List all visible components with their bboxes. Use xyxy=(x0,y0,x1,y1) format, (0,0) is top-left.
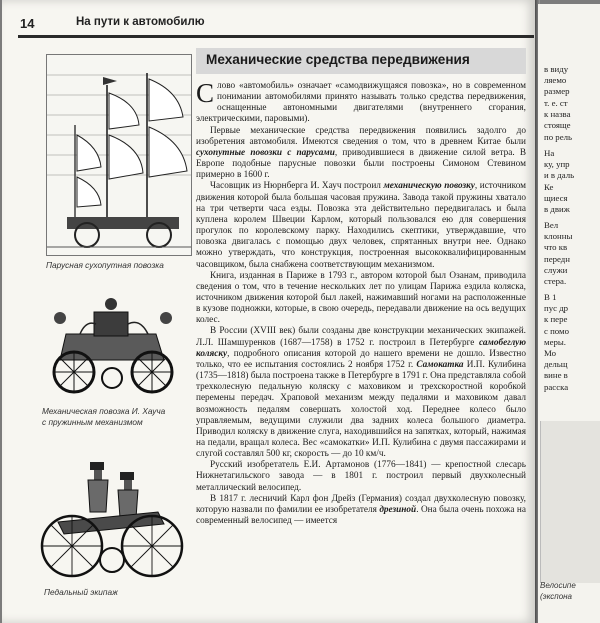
right-page-line: служи xyxy=(544,265,568,275)
illustration-column xyxy=(8,36,192,623)
paragraph-text: , приводившиеся в движение силой ветра. В Европе подобные парусные повозки были построены Симоном Стевином примерно в 1600 г. xyxy=(196,147,526,181)
paragraph xyxy=(196,326,526,460)
right-page-line: с помо xyxy=(544,326,570,336)
paragraph-text: Русский изобретатель Е.И. Артамонов (1776—1841) — крепостной слесарь Нижнетагильского завода — в 1801 г. построил первый двухколесный металлический велосипед. xyxy=(196,460,526,493)
bicycle-photo-fragment xyxy=(540,421,600,583)
right-page-line: размер xyxy=(544,86,570,96)
right-page-caption: (экспона xyxy=(540,592,572,601)
figure-caption: с пружинным механизмом xyxy=(42,417,143,427)
paragraph xyxy=(196,126,526,182)
right-page-line: в виду xyxy=(544,64,569,74)
right-page-line: и в даль xyxy=(544,170,575,180)
emphasized-term: механическую повозку xyxy=(383,181,475,192)
drop-cap: С xyxy=(196,78,215,108)
right-page-line: в движ xyxy=(544,204,570,214)
right-page-line: дельщ xyxy=(544,359,568,369)
right-page-line: к пере xyxy=(544,314,568,324)
figure-caption: Механическая повозка И. Хауча xyxy=(42,406,166,416)
right-page-line: расска xyxy=(544,382,569,392)
paragraph-text: Книга, изданная в Париже в 1793 г., автором которой был Озанам, приводила сведения о том, что в течение нескольких лет по улицам Парижа ездила коляска, источником движения которой был лакей, нажимавший ногами на расположенные в кузове подножки, которые, в свою очередь, передавали движение на ось ведущих колес. xyxy=(196,270,526,326)
figure-caption: Педальный экипаж xyxy=(44,587,118,597)
right-page-line: клонны xyxy=(544,231,573,241)
page-number: 14 xyxy=(20,16,35,31)
paragraph-text: . Она была очень похожа на современный велосипед — имеется xyxy=(196,504,526,527)
right-page-line: Вел xyxy=(544,220,559,230)
paragraph xyxy=(196,181,526,270)
right-page-line: В 1 xyxy=(544,292,557,302)
right-page-line: по рель xyxy=(544,132,573,142)
paragraph-text: И.П. Кулибина (1735—1818) была построена также в Петербурге в 1791 г. Она представляла собой трехколесную педальную коляску с маховиком и трехскоростной коробкой перемены передач. Храповой механизм между педалями и маховиком давал возможность педалям совершать холостой ход. Переднее колесо было управляемым, ведущими служили два задних колеса большого диаметра. Приводил коляску в движение слуга, находившийся на запятках, который, нажимая на педали, вращал колеса. Вес «самокатки» И.П. Кулибина с двумя пассажирами и слугой составлял 500 кг, скорость — до 10 км/ч. xyxy=(196,359,526,460)
sail-carriage-illustration xyxy=(46,54,192,256)
right-page-fragment xyxy=(538,4,600,623)
right-page-line: ляемо xyxy=(544,75,567,85)
right-page-line: ку, упр xyxy=(544,159,570,169)
right-page-line: т. е. ст xyxy=(544,98,568,108)
paragraph xyxy=(196,494,526,527)
right-page-line: Ке xyxy=(544,182,554,192)
article-body xyxy=(196,78,526,527)
right-page-line: стера. xyxy=(544,276,567,286)
running-title: На пути к автомобилю xyxy=(76,16,205,28)
paragraph-text: В России (XVIII век) были созданы две конструкции механических экипажей. Л.Л. Шамшуренков (1687—1758) в 1752 г. построил в Петербурге xyxy=(196,326,526,348)
article xyxy=(196,48,526,527)
paragraph-text: лово «автомобиль» означает «самодвижущаяся повозка», но в современном понимании автомобилями принято называть только средства передвижения, оснащенные автономными двигателями (внутреннего сгорания, электрическими, паровыми). xyxy=(196,81,526,125)
emphasized-term: самобеглую коляску xyxy=(196,337,526,359)
pedal-carriage-illustration xyxy=(28,442,188,582)
spring-carriage-illustration xyxy=(36,294,188,394)
right-page-line: меры. xyxy=(544,337,566,347)
right-page-line: что кв xyxy=(544,242,568,252)
emphasized-term: дрезиной xyxy=(379,504,417,515)
article-title: Механические средства передвижения xyxy=(206,52,470,67)
right-page-line: На xyxy=(544,148,555,158)
paragraph-text: Часовщик из Нюрнберга И. Хауч построил xyxy=(210,181,384,192)
paragraph-text: В 1817 г. лесничий Карл фон Дрейз (Германия) создал двухколесную повозку, которую назвали по фамилии ее изобретателя xyxy=(196,493,526,515)
paragraph xyxy=(196,271,526,327)
article-title-bar xyxy=(196,48,526,74)
page-header xyxy=(10,12,528,34)
right-page-line: к назва xyxy=(544,109,571,119)
right-page-line: пус др xyxy=(544,303,569,313)
right-page-caption: Велосипе xyxy=(540,581,576,590)
paragraph xyxy=(196,78,526,126)
figure-caption: Парусная сухопутная повозка xyxy=(46,260,164,270)
paragraph-text: , источником движения которой была большая часовая пружина. Завода такой пружины хватало на три четверти часа езды. Повозка эта действительно передвигалась и была куплена королем Швеции Карлом, который пользовался ею для совершения прогулок по королевскому парку. Находились скептики, утверждавшие, что повозка двигалась с помощью двух человек, спрятанных внутри нее. Однако можно утверждать, что конструкция, построенная высококвалифицированным часовщиком, была снабжена соответствующим механизмом. xyxy=(196,181,526,270)
emphasized-term: Самокатка xyxy=(416,359,464,370)
emphasized-term: сухопутные повозки с парусами xyxy=(196,147,335,158)
paragraph xyxy=(196,460,526,493)
paragraph-text: , подробного описания которой до нашего времени не дошло. Известно только, что ее испытания состоялись 2 ноября 1752 г. xyxy=(196,348,526,370)
left-page xyxy=(2,0,536,623)
right-page-line: стояще xyxy=(544,120,571,130)
right-page-line: передн xyxy=(544,254,570,264)
right-page-line: Мо xyxy=(544,348,557,358)
right-page-line: вине в xyxy=(544,370,568,380)
paragraph-text: Первые механические средства передвижения появились задолго до изобретения автомобиля. Имеются сведения о том, что в древнем Китае были xyxy=(196,125,526,147)
right-page-line: щиеся xyxy=(544,193,568,203)
